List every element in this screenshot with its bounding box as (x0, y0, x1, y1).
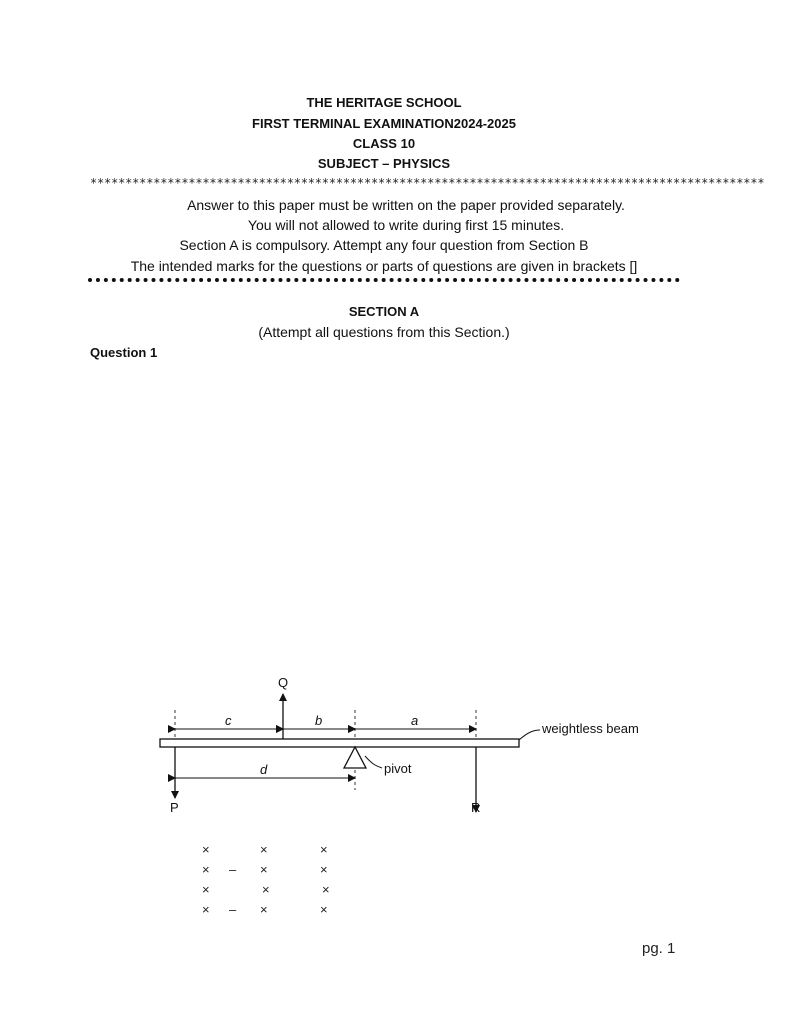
option-mark: × (320, 862, 328, 877)
instruction-1: Answer to this paper must be written on the paper provided separately. (187, 197, 625, 213)
label-d: d (260, 762, 268, 777)
beam (160, 739, 519, 747)
question-label: Question 1 (90, 345, 158, 360)
label-pivot: pivot (384, 761, 412, 776)
dotted-divider (88, 278, 680, 282)
option-mark: × (322, 882, 330, 897)
option-mark: × (202, 862, 210, 877)
beam-leader (519, 730, 540, 740)
instruction-3: Section A is compulsory. Attempt any four question from Section B (179, 237, 589, 253)
instruction-4: The intended marks for the questions or parts of questions are given in brackets [] (130, 258, 638, 274)
beam-diagram (150, 668, 670, 823)
option-mark: × (260, 842, 268, 857)
option-mark: × (262, 882, 270, 897)
instruction-2: You will not allowed to write during first 15 minutes. (247, 217, 565, 233)
label-weightless-beam: weightless beam (542, 721, 639, 736)
exam-title: FIRST TERMINAL EXAMINATION2024-2025 (252, 116, 516, 131)
option-mark: × (202, 882, 210, 897)
class-label: CLASS 10 (352, 136, 416, 151)
label-q: Q (278, 675, 289, 690)
label-r: R (471, 800, 481, 815)
section-subtitle: (Attempt all questions from this Section.) (258, 324, 510, 340)
option-mark: × (260, 862, 268, 877)
star-separator: ************************************************************************************************ (90, 176, 765, 190)
option-mark: × (202, 902, 210, 917)
option-mark: × (260, 902, 268, 917)
subject-label: SUBJECT – PHYSICS (317, 156, 451, 171)
section-title: SECTION A (348, 304, 420, 319)
label-p: P (170, 800, 179, 815)
pivot-triangle (344, 747, 366, 768)
label-a: a (411, 713, 419, 728)
label-b: b (315, 713, 323, 728)
option-mark: × (320, 842, 328, 857)
school-name: THE HERITAGE SCHOOL (306, 95, 462, 110)
option-mark: × (202, 842, 210, 857)
option-dash: – (229, 862, 237, 877)
pivot-leader (365, 756, 382, 768)
option-mark: × (320, 902, 328, 917)
label-c: c (225, 713, 232, 728)
option-dash: – (229, 902, 237, 917)
page-number: pg. 1 (642, 940, 676, 957)
